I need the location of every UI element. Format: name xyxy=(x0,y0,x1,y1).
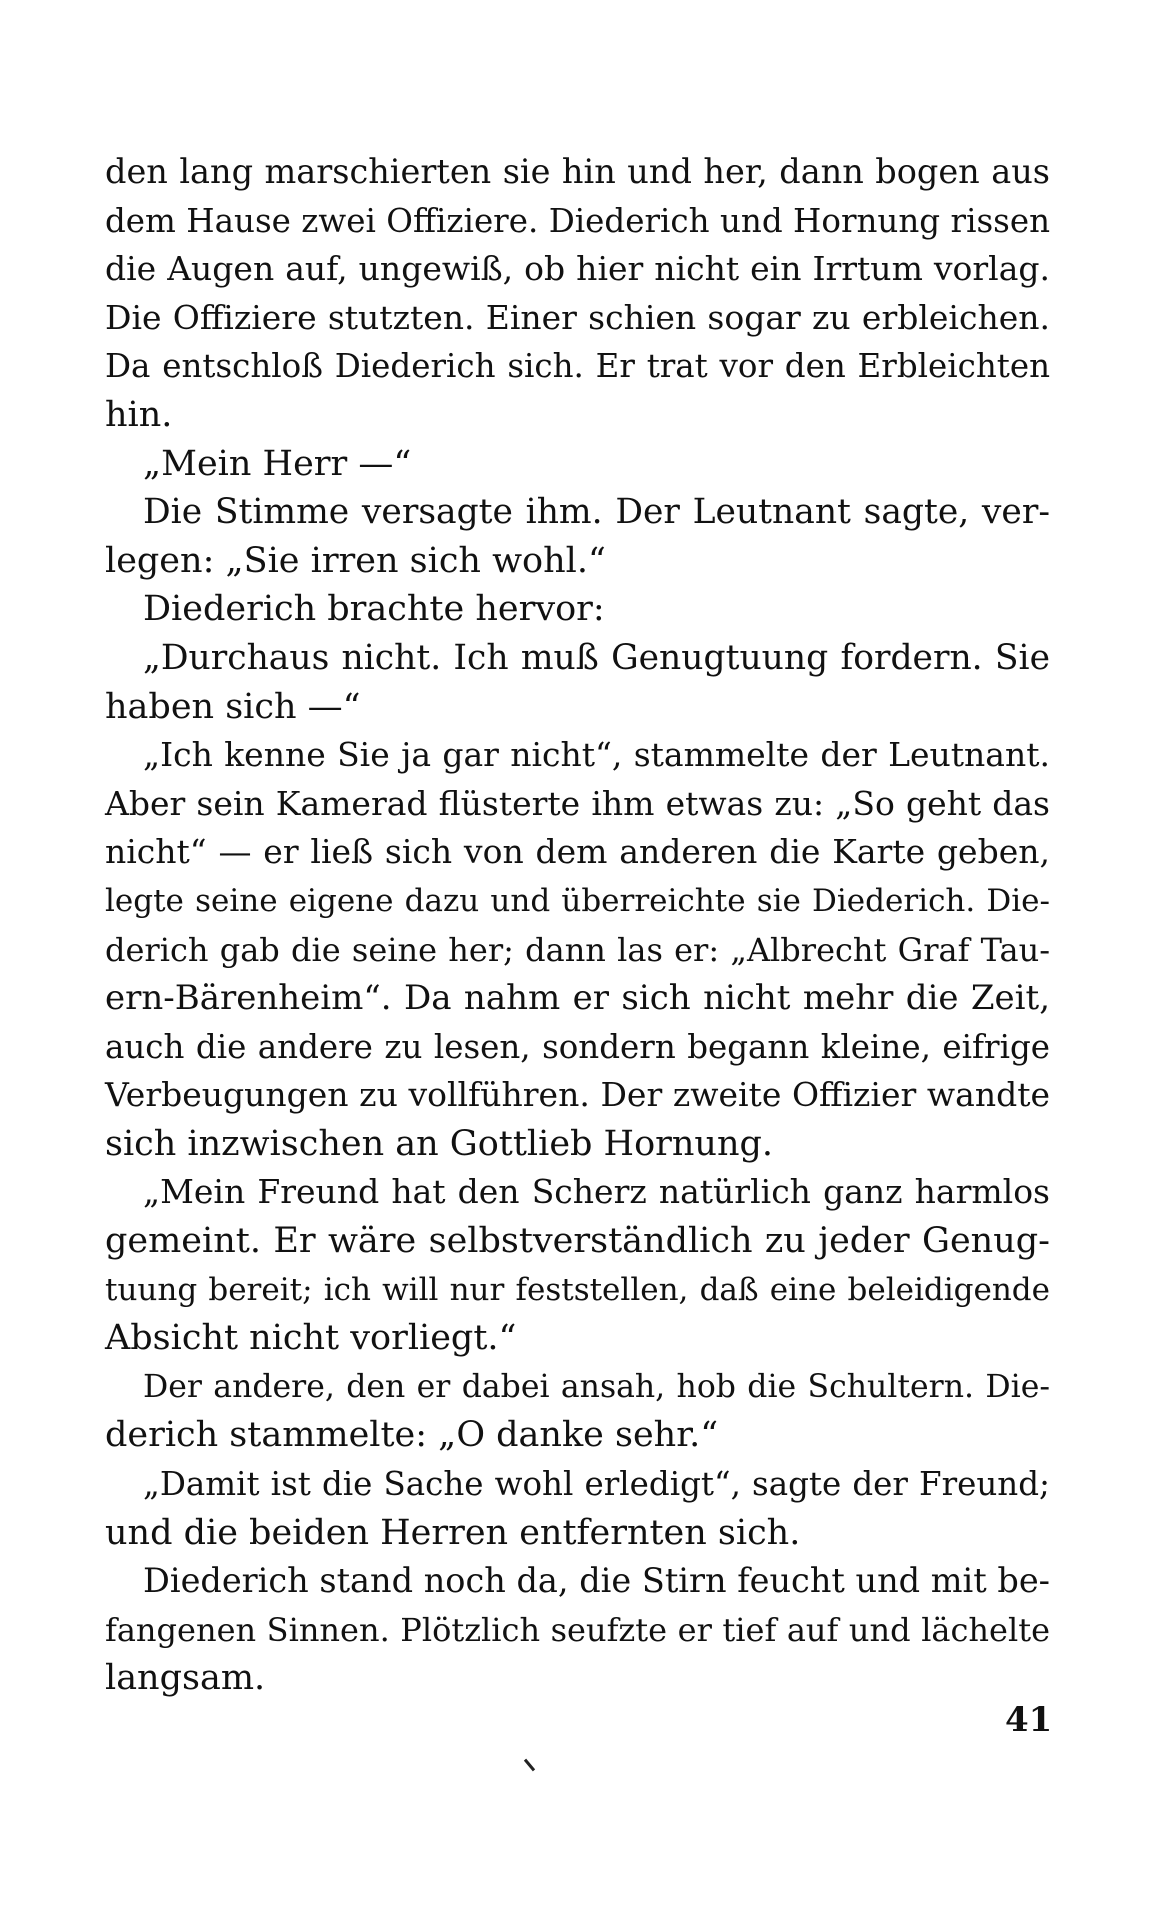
text-line: „Ich kenne Sie ja gar nicht“, stammelte der Leutnant. xyxy=(143,735,1050,775)
text-line: langsam. xyxy=(105,1658,266,1699)
page-number: 41 xyxy=(1005,1700,1053,1740)
text-line: auch die andere zu lesen, sondern begann kleine, eifrige xyxy=(105,1027,1050,1066)
text-line: Da entschloß Diederich sich. Er trat vor den Erbleichten xyxy=(105,347,1050,386)
text-line: legte seine eigene dazu und überreichte sie Diederich. Die- xyxy=(105,882,1050,919)
stray-ink-mark xyxy=(524,1759,535,1772)
text-line: den lang marschierten sie hin und her, dann bogen aus xyxy=(105,152,1050,191)
text-line: hin. xyxy=(105,394,173,435)
text-line: ern-Bärenheim“. Da nahm er sich nicht mehr die Zeit, xyxy=(105,978,1050,1019)
text-line: sich inzwischen an Gottlieb Hornung. xyxy=(105,1123,774,1164)
text-line: „Mein Herr —“ xyxy=(143,443,412,484)
body-text xyxy=(105,148,1050,1703)
text-line: derich stammelte: „O danke sehr.“ xyxy=(105,1415,719,1456)
text-line: „Damit ist die Sache wohl erledigt“, sagte der Freund; xyxy=(143,1465,1050,1504)
text-line: Verbeugungen zu vollführen. Der zweite Offizier wandte xyxy=(105,1075,1050,1115)
text-line: Diederich stand noch da, die Stirn feucht und mit be- xyxy=(143,1561,1050,1601)
text-line: Diederich brachte hervor: xyxy=(143,589,605,630)
text-line: Absicht nicht vorliegt.“ xyxy=(105,1318,517,1359)
text-line: Aber sein Kamerad flüsterte ihm etwas zu: „So geht das xyxy=(105,783,1050,823)
text-line: legen: „Sie irren sich wohl.“ xyxy=(105,540,606,581)
text-line: Die Stimme versagte ihm. Der Leutnant sagte, ver- xyxy=(143,492,1050,533)
text-line: fangenen Sinnen. Plötzlich seufzte er tief auf und lächelte xyxy=(105,1610,1050,1649)
text-line: die Augen auf, ungewiß, ob hier nicht ein Irrtum vorlag. xyxy=(105,249,1050,289)
text-line: derich gab die seine her; dann las er: „Albrecht Graf Tau- xyxy=(105,930,1050,969)
text-line: nicht“ — er ließ sich von dem anderen die Karte geben, xyxy=(105,832,1050,872)
text-line: dem Hause zwei Offiziere. Diederich und Hornung rissen xyxy=(105,201,1050,240)
text-line: gemeint. Er wäre selbstverständlich zu jeder Genug- xyxy=(105,1221,1050,1262)
text-line: „Durchaus nicht. Ich muß Genugtuung fordern. Sie xyxy=(143,637,1050,678)
text-line: tuung bereit; ich will nur feststellen, daß eine beleidigende xyxy=(105,1271,1050,1308)
text-line: Die Offiziere stutzten. Einer schien sogar zu erbleichen. xyxy=(105,297,1050,337)
text-line: „Mein Freund hat den Scherz natürlich ganz harmlos xyxy=(143,1172,1050,1212)
text-line: und die beiden Herren entfernten sich. xyxy=(105,1512,801,1553)
text-line: haben sich —“ xyxy=(105,686,361,727)
text-line: Der andere, den er dabei ansah, hob die Schultern. Die- xyxy=(143,1368,1050,1405)
